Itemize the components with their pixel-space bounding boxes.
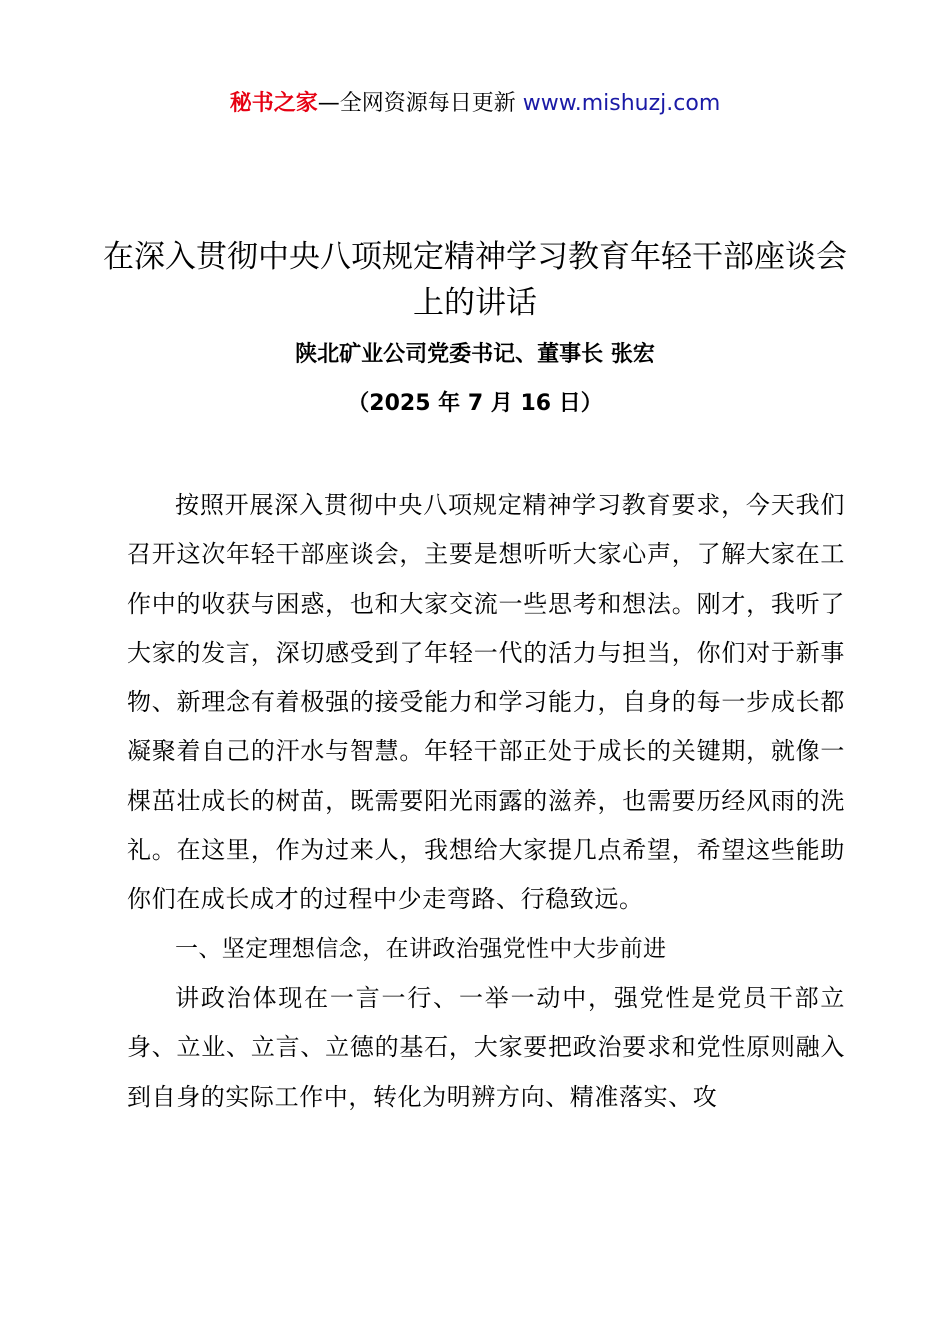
section-heading: 一、坚定理想信念，在讲政治强党性中大步前进	[175, 935, 667, 962]
website-link[interactable]: www.mishuzj.com	[522, 91, 721, 116]
body-paragraph: 讲政治体现在一言一行、一举一动中，强党性是党员干部立身、立业、立言、立德的基石，大家要把政治要求和党性原则融入到自身的实际工作中，转化为明辨方向、精准落实、攻	[127, 983, 845, 1111]
document-body	[127, 481, 845, 1122]
header-banner	[0, 88, 950, 120]
body-paragraph: 按照开展深入贯彻中央八项规定精神学习教育要求，今天我们召开这次年轻干部座谈会，主要是想听听大家心声，了解大家在工作中的收获与困惑，也和大家交流一些思考和想法。刚才，我听了大家的发言，深切感受到了年轻一代的活力与担当，你们对于新事物、新理念有着极强的接受能力和学习能力，自身的每一步成长都凝聚着自己的汗水与智慧。年轻干部正处于成长的关键期，就像一棵茁壮成长的树苗，既需要阳光雨露的滋养，也需要历经风雨的洗礼。在这里，作为过来人，我想给大家提几点希望，希望这些能助你们在成长成才的过程中少走弯路、行稳致远。	[127, 491, 845, 914]
header-slogan: —全网资源每日更新	[317, 91, 523, 116]
document-title: 在深入贯彻中央八项规定精神学习教育年轻干部座谈会上的讲话	[103, 239, 847, 321]
document-author: 陕北矿业公司党委书记、董事长 张宏	[295, 342, 655, 367]
document-date: （2025 年 7 月 16 日）	[347, 391, 603, 416]
brand-name: 秘书之家	[229, 91, 318, 116]
